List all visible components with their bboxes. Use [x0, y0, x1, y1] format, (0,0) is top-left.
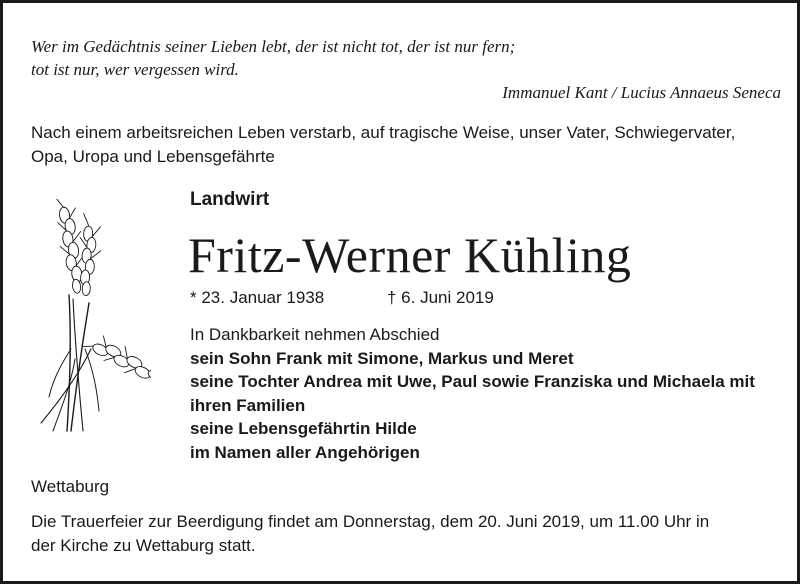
intro-line-2: Opa, Uropa und Lebensgefährte: [31, 147, 275, 166]
life-dates: [190, 286, 494, 310]
mourner-line: seine Lebensgefährtin Hilde: [190, 419, 417, 438]
quote-line-2: tot ist nur, wer vergessen wird.: [31, 60, 239, 79]
wheat-icon: [31, 199, 151, 434]
profession: Landwirt: [190, 189, 270, 210]
funeral-line-1: Die Trauerfeier zur Beerdigung findet am Donnerstag, dem 20. Juni 2019, um 11.00 Uhr in: [31, 512, 710, 531]
quote-line-1: Wer im Gedächtnis seiner Lieben lebt, der ist nicht tot, der ist nur fern;: [31, 37, 516, 56]
mourner-line: im Namen aller Angehörigen: [190, 442, 420, 462]
deceased-name: Fritz-Werner Kühling: [188, 227, 632, 283]
mourners: [190, 323, 780, 464]
quote-author: Immanuel Kant / Lucius Annaeus Seneca: [502, 83, 781, 102]
funeral-line-2: der Kirche zu Wettaburg statt.: [31, 536, 256, 555]
intro-line-1: Nach einem arbeitsreichen Leben verstarb, auf tragische Weise, unser Vater, Schwiegervater,: [31, 123, 736, 142]
birth-date: * 23. Januar 1938: [190, 288, 325, 307]
death-date: † 6. Juni 2019: [387, 288, 494, 307]
funeral-info: [31, 510, 783, 558]
mourners-heading: In Dankbarkeit nehmen Abschied: [190, 325, 440, 344]
mourner-line: ihren Familien: [190, 395, 306, 415]
mourner-line: sein Sohn Frank mit Simone, Markus und Meret: [190, 348, 574, 368]
quote: [31, 35, 783, 81]
mourner-line: seine Tochter Andrea mit Uwe, Paul sowie Franziska und Michaela mit: [190, 372, 755, 391]
intro-text: [31, 121, 783, 169]
location: Wettaburg: [31, 477, 110, 496]
